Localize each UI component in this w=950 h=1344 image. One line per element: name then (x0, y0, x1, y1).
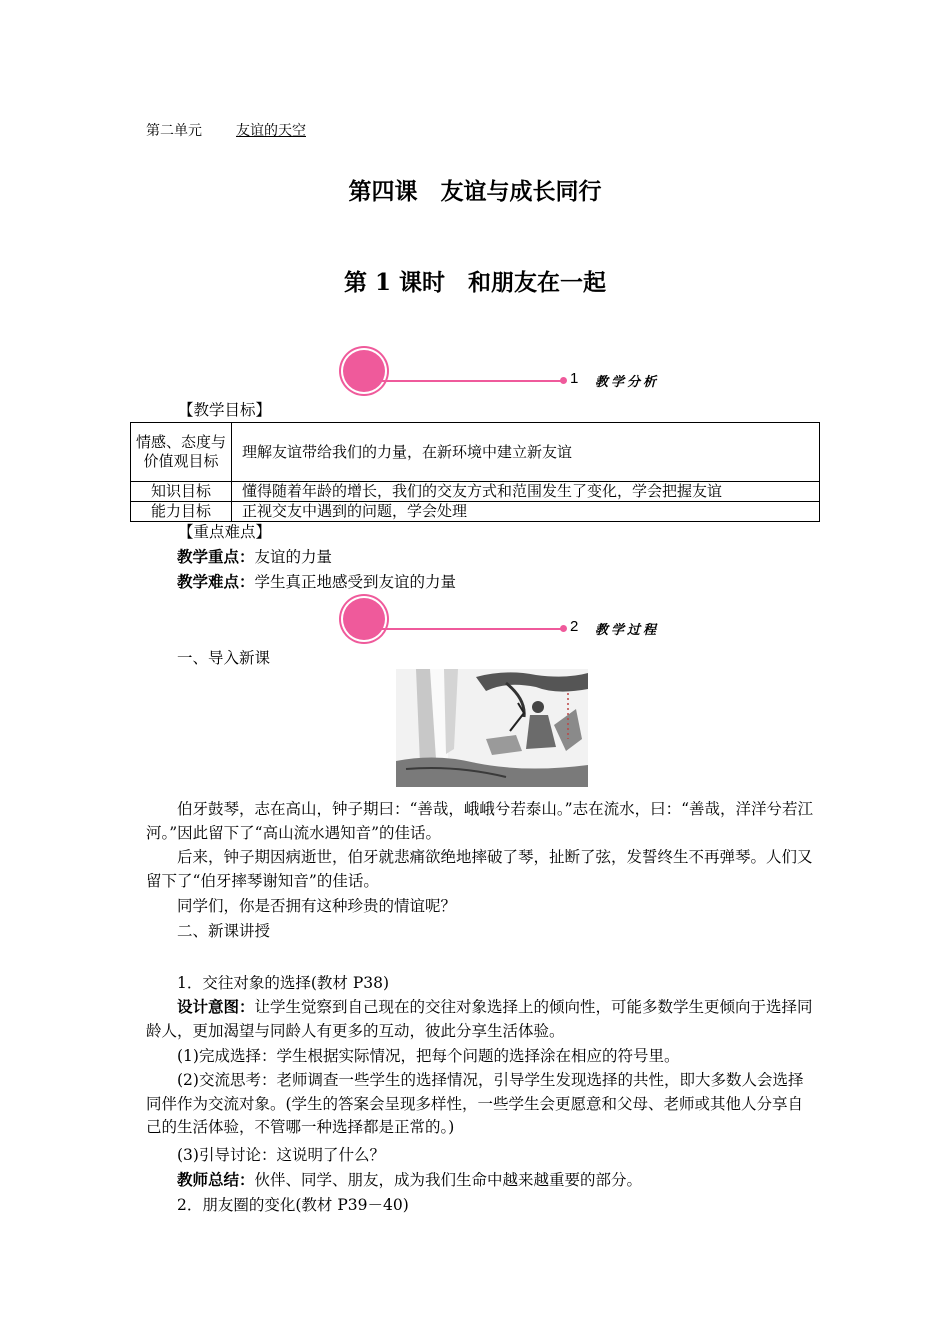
unit-header (146, 120, 306, 140)
divider-line (367, 380, 563, 382)
focus-label: 教学重点： (177, 548, 255, 566)
teaching-difficulty (146, 571, 814, 595)
section-label: 教学分析 (595, 375, 660, 390)
intro-paragraph-3: 同学们，你是否拥有这种珍贵的情谊呢？ (177, 897, 457, 915)
summary-text: 伙伴、同学、朋友，成为我们生命中越来越重要的部分。 (254, 1171, 643, 1189)
goal-value: 正视交友中遇到的问题，学会处理 (232, 502, 820, 522)
difficulty-text: 学生真正地感受到友谊的力量 (254, 573, 457, 591)
section-banner-1 (343, 350, 663, 396)
difficulty-label: 教学难点： (177, 573, 255, 591)
goal-key: 知识目标 (131, 482, 232, 502)
intro-paragraph-2: 后来，钟子期因病逝世，伯牙就悲痛欲绝地摔破了琴，扯断了弦，发誓终生不再弹琴。人们又留下了“伯牙摔琴谢知音”的佳话。 (146, 848, 813, 890)
item-1-heading: 1．交往对象的选择(教材 P38) (177, 974, 390, 992)
painting-illustration (396, 669, 588, 787)
intro-paragraph-1: 伯牙鼓琴，志在高山，钟子期曰：“善哉，峨峨兮若泰山。”志在流水，曰：“善哉，洋洋兮若江河。”因此留下了“高山流水遇知音”的佳话。 (146, 800, 814, 842)
ink-painting-image (396, 669, 588, 787)
table-row (131, 502, 820, 522)
goal-key: 情感、态度与价值观目标 (131, 423, 232, 482)
goal-key: 能力目标 (131, 502, 232, 522)
goals-label: 【教学目标】 (178, 401, 272, 419)
section-banner-2 (343, 598, 663, 644)
step-3: (3)引导讨论：这说明了什么？ (177, 1146, 385, 1164)
new-lesson-heading: 二、新课讲授 (177, 922, 271, 940)
section-label: 教学过程 (595, 623, 660, 638)
table-row (131, 482, 820, 502)
design-text: 让学生觉察到自己现在的交往对象选择上的倾向性，可能多数学生更倾向于选择同龄人，更加渴望与同龄人有更多的互动，彼此分享生活体验。 (146, 998, 813, 1040)
key-points-label: 【重点难点】 (178, 523, 272, 541)
summary-label: 教师总结： (177, 1171, 255, 1189)
unit-title: 友谊的天空 (236, 123, 306, 139)
goal-value: 理解友谊带给我们的力量，在新环境中建立新友谊 (232, 423, 820, 482)
section-number: 1 (570, 370, 579, 387)
design-label: 设计意图： (177, 998, 255, 1016)
goal-value: 懂得随着年龄的增长，我们的交友方式和范围发生了变化，学会把握友谊 (232, 482, 820, 502)
line-end-dot (560, 625, 567, 632)
item-2-heading: 2．朋友圈的变化(教材 P39－40) (177, 1196, 409, 1214)
step-2: (2)交流思考：老师调查一些学生的选择情况，引导学生发现选择的共性，即大多数人会选择同伴作为交流对象。(学生的答案会呈现多样性，一些学生会更愿意和父母、老师或其他人分享自己的生活体验，不管哪一种选择都是正常的。) (146, 1071, 804, 1136)
goals-table (130, 422, 820, 522)
intro-heading: 一、导入新课 (177, 649, 271, 667)
teaching-focus (146, 546, 814, 570)
table-row (131, 423, 820, 482)
design-intent (146, 996, 814, 1043)
focus-text: 友谊的力量 (254, 548, 333, 566)
lesson-title: 第四课 友谊与成长同行 (348, 178, 602, 205)
pink-circle-decoration (343, 350, 385, 392)
pink-circle-decoration (343, 598, 385, 640)
period-title: 第 1 课时 和朋友在一起 (343, 269, 607, 296)
step-1: (1)完成选择：学生根据实际情况，把每个问题的选择涂在相应的符号里。 (177, 1047, 680, 1065)
divider-line (367, 628, 563, 630)
teacher-summary (146, 1169, 814, 1193)
section-number: 2 (570, 618, 579, 635)
line-end-dot (560, 377, 567, 384)
unit-number: 第二单元 (146, 123, 202, 139)
